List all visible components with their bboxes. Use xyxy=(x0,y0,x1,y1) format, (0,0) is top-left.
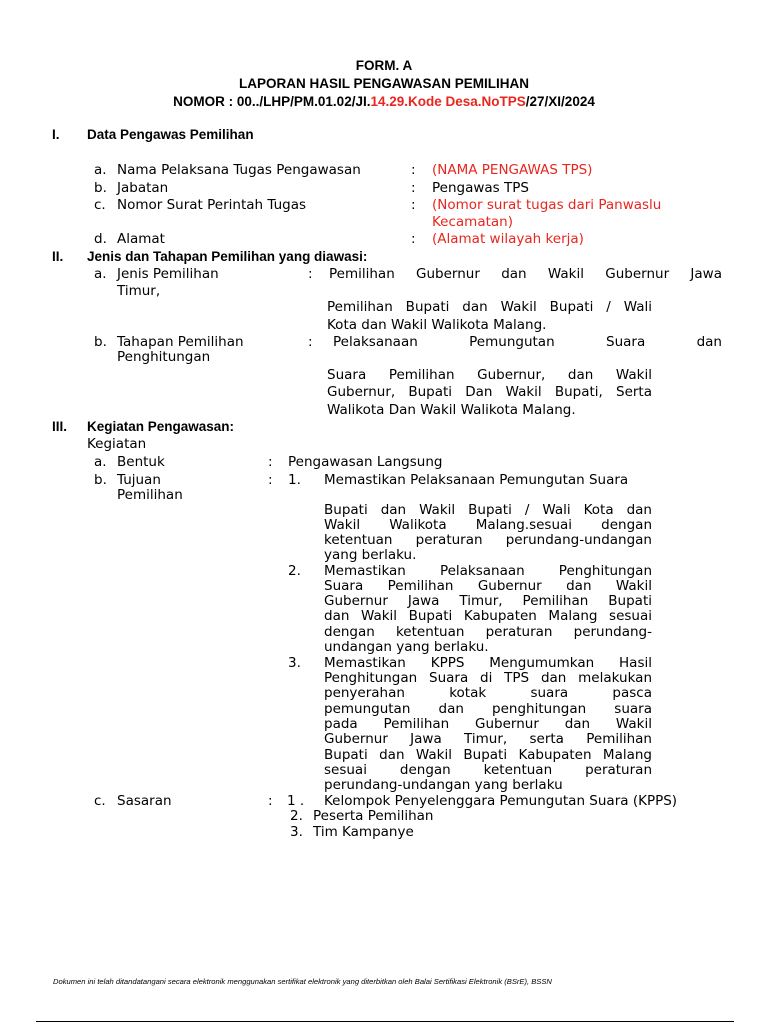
jenis-pemilihan-value-line3: Kota dan Wakil Walikota Malang. xyxy=(327,317,547,333)
pengawas-name-label: Nama Pelaksana Tugas Pengawasan xyxy=(117,162,361,178)
s2-a-letter: a. xyxy=(94,266,107,282)
e-signature-notice: Dokumen ini telah ditandatangani secara elektronik menggunakan sertifikat elektronik yang diterbitkan oleh Balai Sertifikasi Elektronik (BSrE), BSSN xyxy=(53,977,552,986)
tujuan-2-line4: dan Wakil Bupati Kabupaten Malang sesuai xyxy=(324,608,652,624)
section-2-number: II. xyxy=(52,249,64,264)
s1-a-letter: a. xyxy=(94,162,107,178)
s3-a-letter: a. xyxy=(94,454,107,470)
jabatan-value: Pengawas TPS xyxy=(432,180,529,196)
colon: : xyxy=(268,472,273,488)
tujuan-label: Tujuan xyxy=(117,472,161,488)
s1-b-letter: b. xyxy=(94,180,107,196)
tujuan-3-line8: sesuai dengan ketentuan peraturan xyxy=(324,762,652,778)
section-1-number: I. xyxy=(52,127,60,142)
document-number xyxy=(0,94,768,109)
surat-tugas-value-line2: Kecamatan) xyxy=(432,214,513,230)
tahapan-value-line3: Gubernur, Bupati Dan Wakil Bupati, Serta xyxy=(327,384,652,400)
surat-tugas-value-line1: (Nomor surat tugas dari Panwaslu xyxy=(432,197,662,213)
tahapan-value-line2: Suara Pemilihan Gubernur, dan Wakil xyxy=(327,367,652,383)
tujuan-3-line6: Gubernur Jawa Timur, serta Pemilihan xyxy=(324,731,652,747)
number-suffix: /27/XI/2024 xyxy=(525,94,595,109)
tujuan-2-number: 2. xyxy=(288,563,301,579)
section-3-number: III. xyxy=(52,419,68,434)
colon: : xyxy=(411,197,416,213)
sasaran-2-number: 2. xyxy=(290,808,303,824)
alamat-label: Alamat xyxy=(117,231,165,247)
sasaran-2-text: Peserta Pemilihan xyxy=(313,808,434,824)
s2-b-letter: b. xyxy=(94,334,107,350)
tujuan-1-line3: Wakil Walikota Malang.sesuai dengan xyxy=(324,517,652,533)
colon: : xyxy=(308,334,313,350)
tahapan-label: Tahapan Pemilihan xyxy=(117,334,244,350)
tahapan-value-line1: Pelaksanaan Pemungutan Suara dan xyxy=(333,334,722,350)
jenis-pemilihan-label-cont: Timur, xyxy=(117,283,161,299)
alamat-value: (Alamat wilayah kerja) xyxy=(432,231,584,247)
sasaran-3-text: Tim Kampanye xyxy=(313,824,414,840)
s3-b-letter: b. xyxy=(94,472,107,488)
tujuan-2-line2: Suara Pemilihan Gubernur dan Wakil xyxy=(324,578,652,594)
jenis-pemilihan-label: Jenis Pemilihan xyxy=(117,266,219,282)
colon: : xyxy=(308,266,313,282)
tujuan-3-line2: Penghitungan Suara di TPS dan melakukan xyxy=(324,670,652,686)
number-placeholder: 14.29.Kode Desa.NoTPS xyxy=(370,94,526,109)
surat-tugas-label: Nomor Surat Perintah Tugas xyxy=(117,197,307,213)
tujuan-1-line5: yang berlaku. xyxy=(324,547,417,563)
tujuan-1-line2: Bupati dan Wakil Bupati / Wali Kota dan xyxy=(324,502,652,518)
tujuan-3-line5: pada Pemilihan Gubernur dan Wakil xyxy=(324,716,652,732)
tujuan-1-line4: ketentuan peraturan perundang-undangan xyxy=(324,532,652,548)
colon: : xyxy=(268,793,273,809)
colon: : xyxy=(411,162,416,178)
form-label: FORM. A xyxy=(355,58,413,73)
sasaran-label: Sasaran xyxy=(117,793,172,809)
bentuk-label: Bentuk xyxy=(117,454,165,470)
tujuan-3-line4: pemungutan dan penghitungan suara xyxy=(324,701,652,717)
colon: : xyxy=(411,180,416,196)
tahapan-label-cont: Penghitungan xyxy=(117,349,211,365)
bentuk-value: Pengawasan Langsung xyxy=(288,454,443,470)
s3-c-letter: c. xyxy=(94,793,106,809)
tahapan-value-line4: Walikota Dan Wakil Walikota Malang. xyxy=(327,402,576,418)
section-3-title: Kegiatan Pengawasan: xyxy=(87,419,235,434)
sasaran-1-number: 1 . xyxy=(287,793,305,809)
tujuan-3-line1: Memastikan KPPS Mengumumkan Hasil xyxy=(324,655,652,671)
section-1-title: Data Pengawas Pemilihan xyxy=(87,127,254,142)
kegiatan-subheading: Kegiatan xyxy=(87,436,147,452)
tujuan-3-line3: penyerahan kotak suara pasca xyxy=(324,685,652,701)
tujuan-3-number: 3. xyxy=(288,655,301,671)
tujuan-3-line7: Bupati dan Wakil Bupati Kabupaten Malang xyxy=(324,747,652,763)
tujuan-1-line1: Memastikan Pelaksanaan Pemungutan Suara xyxy=(324,472,629,488)
colon: : xyxy=(268,454,273,470)
sasaran-3-number: 3. xyxy=(290,824,303,840)
tujuan-2-line1: Memastikan Pelaksanaan Penghitungan xyxy=(324,563,652,579)
pengawas-name-value: (NAMA PENGAWAS TPS) xyxy=(432,162,593,178)
jenis-pemilihan-value-line2: Pemilihan Bupati dan Wakil Bupati / Wali xyxy=(327,299,652,315)
footer-divider xyxy=(36,1021,734,1022)
tujuan-2-line3: Gubernur Jawa Timur, Pemilihan Bupati xyxy=(324,593,652,609)
number-prefix: NOMOR : 00../LHP/PM.01.02/JI. xyxy=(173,94,371,109)
tujuan-1-number: 1. xyxy=(288,472,301,488)
document-title: LAPORAN HASIL PENGAWASAN PEMILIHAN xyxy=(238,76,530,91)
s1-d-letter: d. xyxy=(94,231,107,247)
colon: : xyxy=(411,231,416,247)
jenis-pemilihan-value-line1: Pemilihan Gubernur dan Wakil Gubernur Jawa xyxy=(329,266,722,282)
sasaran-1-text: Kelompok Penyelenggara Pemungutan Suara (KPPS) xyxy=(324,793,678,809)
tujuan-2-line6: undangan yang berlaku. xyxy=(324,639,489,655)
tujuan-label-cont: Pemilihan xyxy=(117,487,183,503)
s1-c-letter: c. xyxy=(94,197,106,213)
tujuan-3-line9: perundang-undangan yang berlaku xyxy=(324,777,563,793)
jabatan-label: Jabatan xyxy=(117,180,169,196)
section-2-title: Jenis dan Tahapan Pemilihan yang diawasi: xyxy=(87,249,368,264)
tujuan-2-line5: dengan ketentuan peraturan perundang- xyxy=(324,624,652,640)
